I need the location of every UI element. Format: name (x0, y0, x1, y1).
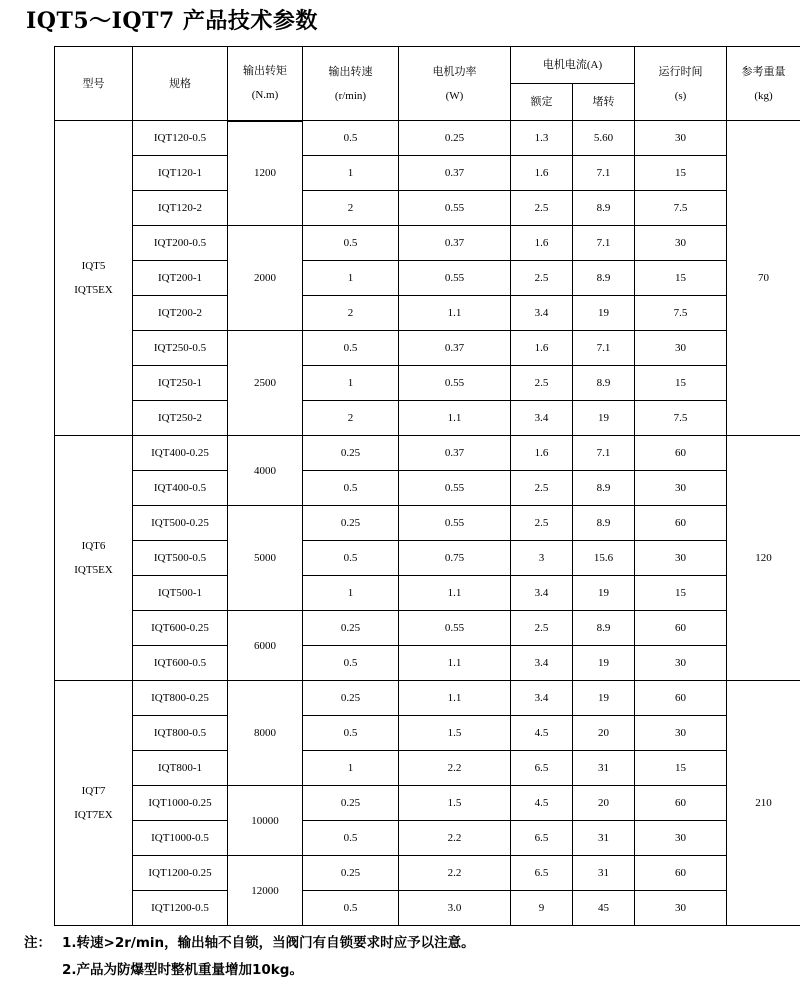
header-power-unit: (W) (399, 89, 510, 103)
power-cell: 0.55 (399, 471, 511, 506)
speed-cell: 1 (303, 751, 399, 786)
run-time-cell: 15 (635, 261, 727, 296)
stall-current-cell: 45 (573, 891, 635, 926)
stall-current-cell: 8.9 (573, 261, 635, 296)
footnote-label: 注： (24, 930, 62, 957)
torque-cell: 6000 (228, 611, 303, 681)
speed-cell: 0.25 (303, 611, 399, 646)
spec-cell: IQT120-1 (133, 156, 228, 191)
rated-current-cell: 4.5 (511, 716, 573, 751)
table-row (55, 646, 800, 681)
stall-current-cell: 15.6 (573, 541, 635, 576)
run-time-cell: 30 (635, 891, 727, 926)
speed-cell: 0.5 (303, 821, 399, 856)
footnote-1 (24, 930, 475, 957)
table-row (55, 821, 800, 856)
stall-current-cell: 8.9 (573, 471, 635, 506)
rated-current-cell: 2.5 (511, 506, 573, 541)
run-time-cell: 15 (635, 576, 727, 611)
speed-cell: 0.25 (303, 436, 399, 471)
header-torque (228, 47, 303, 121)
power-cell: 0.37 (399, 331, 511, 366)
stall-current-cell: 8.9 (573, 191, 635, 226)
speed-cell: 0.5 (303, 716, 399, 751)
spec-cell: IQT800-0.5 (133, 716, 228, 751)
speed-cell: 1 (303, 261, 399, 296)
model-cell (55, 436, 133, 681)
header-time (635, 47, 727, 121)
power-cell: 0.25 (399, 121, 511, 156)
rated-current-cell: 1.6 (511, 436, 573, 471)
power-cell: 1.5 (399, 716, 511, 751)
spec-cell: IQT800-0.25 (133, 681, 228, 716)
speed-cell: 0.5 (303, 891, 399, 926)
weight-cell: 70 (727, 121, 800, 436)
spec-table (54, 46, 800, 926)
spec-cell: IQT120-0.5 (133, 121, 228, 156)
rated-current-cell: 3.4 (511, 646, 573, 681)
stall-current-cell: 20 (573, 716, 635, 751)
power-cell: 0.37 (399, 156, 511, 191)
power-cell: 0.55 (399, 611, 511, 646)
speed-cell: 0.5 (303, 121, 399, 156)
torque-cell: 2500 (228, 331, 303, 436)
table-row (55, 611, 800, 646)
header-weight (727, 47, 800, 121)
header-weight-label: 参考重量 (727, 65, 800, 79)
run-time-cell: 60 (635, 611, 727, 646)
table-row (55, 751, 800, 786)
stall-current-cell: 19 (573, 401, 635, 436)
power-cell: 0.37 (399, 226, 511, 261)
header-power (399, 47, 511, 121)
run-time-cell: 15 (635, 366, 727, 401)
stall-current-cell: 31 (573, 821, 635, 856)
table-row (55, 471, 800, 506)
run-time-cell: 30 (635, 716, 727, 751)
rated-current-cell: 1.6 (511, 156, 573, 191)
spec-cell: IQT600-0.25 (133, 611, 228, 646)
header-weight-unit: (kg) (727, 89, 800, 103)
table-row (55, 891, 800, 926)
header-speed-unit: (r/min) (303, 89, 398, 103)
spec-cell: IQT600-0.5 (133, 646, 228, 681)
power-cell: 0.37 (399, 436, 511, 471)
run-time-cell: 60 (635, 681, 727, 716)
rated-current-cell: 3 (511, 541, 573, 576)
speed-cell: 0.5 (303, 331, 399, 366)
table-row (55, 856, 800, 891)
spec-cell: IQT250-1 (133, 366, 228, 401)
footnote-2: 2.产品为防爆型时整机重量增加10kg。 (24, 957, 475, 984)
speed-cell: 1 (303, 156, 399, 191)
run-time-cell: 60 (635, 506, 727, 541)
spec-cell: IQT250-2 (133, 401, 228, 436)
power-cell: 0.55 (399, 261, 511, 296)
spec-cell: IQT400-0.5 (133, 471, 228, 506)
header-time-label: 运行时间 (635, 65, 726, 79)
power-cell: 1.1 (399, 296, 511, 331)
stall-current-cell: 7.1 (573, 436, 635, 471)
header-current: 电机电流(A) (511, 47, 635, 84)
run-time-cell: 60 (635, 856, 727, 891)
power-cell: 0.55 (399, 191, 511, 226)
header-model: 型号 (55, 47, 133, 121)
rated-current-cell: 3.4 (511, 401, 573, 436)
rated-current-cell: 2.5 (511, 611, 573, 646)
rated-current-cell: 2.5 (511, 261, 573, 296)
spec-cell: IQT500-0.25 (133, 506, 228, 541)
torque-cell: 4000 (228, 436, 303, 506)
header-torque-unit: (N.m) (228, 88, 302, 102)
table-row (55, 156, 800, 191)
rated-current-cell: 1.6 (511, 226, 573, 261)
run-time-cell: 30 (635, 121, 727, 156)
run-time-cell: 30 (635, 226, 727, 261)
rated-current-cell: 4.5 (511, 786, 573, 821)
speed-cell: 0.5 (303, 541, 399, 576)
run-time-cell: 7.5 (635, 191, 727, 226)
table-row (55, 541, 800, 576)
stall-current-cell: 7.1 (573, 156, 635, 191)
model-name: IQT7EX (55, 808, 132, 822)
stall-current-cell: 31 (573, 751, 635, 786)
spec-cell: IQT200-0.5 (133, 226, 228, 261)
power-cell: 1.1 (399, 401, 511, 436)
table-row (55, 576, 800, 611)
table-row (55, 366, 800, 401)
stall-current-cell: 19 (573, 646, 635, 681)
table-row (55, 681, 800, 716)
run-time-cell: 30 (635, 821, 727, 856)
run-time-cell: 15 (635, 751, 727, 786)
speed-cell: 2 (303, 401, 399, 436)
spec-cell: IQT250-0.5 (133, 331, 228, 366)
speed-cell: 0.5 (303, 226, 399, 261)
spec-cell: IQT200-2 (133, 296, 228, 331)
speed-cell: 0.5 (303, 471, 399, 506)
power-cell: 2.2 (399, 856, 511, 891)
spec-cell: IQT500-0.5 (133, 541, 228, 576)
speed-cell: 0.25 (303, 506, 399, 541)
run-time-cell: 30 (635, 541, 727, 576)
torque-cell: 2000 (228, 226, 303, 331)
speed-cell: 0.25 (303, 681, 399, 716)
stall-current-cell: 19 (573, 681, 635, 716)
spec-cell: IQT400-0.25 (133, 436, 228, 471)
run-time-cell: 30 (635, 646, 727, 681)
header-torque-label: 输出转矩 (228, 64, 302, 78)
header-power-label: 电机功率 (399, 65, 510, 79)
rated-current-cell: 3.4 (511, 296, 573, 331)
table-row (55, 716, 800, 751)
power-cell: 1.1 (399, 646, 511, 681)
rated-current-cell: 2.5 (511, 366, 573, 401)
rated-current-cell: 6.5 (511, 856, 573, 891)
weight-cell: 210 (727, 681, 800, 926)
torque-cell: 10000 (228, 786, 303, 856)
spec-cell: IQT1200-0.25 (133, 856, 228, 891)
spec-cell: IQT800-1 (133, 751, 228, 786)
speed-cell: 1 (303, 576, 399, 611)
stall-current-cell: 8.9 (573, 366, 635, 401)
power-cell: 2.2 (399, 751, 511, 786)
run-time-cell: 7.5 (635, 296, 727, 331)
table-row (55, 296, 800, 331)
stall-current-cell: 20 (573, 786, 635, 821)
table-row (55, 506, 800, 541)
table-row (55, 261, 800, 296)
header-spec: 规格 (133, 47, 228, 121)
stall-current-cell: 31 (573, 856, 635, 891)
header-time-unit: (s) (635, 89, 726, 103)
table-row (55, 226, 800, 261)
speed-cell: 0.25 (303, 856, 399, 891)
speed-cell: 0.5 (303, 646, 399, 681)
footnotes (24, 930, 475, 984)
table-row (55, 191, 800, 226)
model-name: IQT5EX (55, 283, 132, 297)
speed-cell: 2 (303, 296, 399, 331)
model-cell (55, 121, 133, 436)
model-cell (55, 681, 133, 926)
stall-current-cell: 8.9 (573, 611, 635, 646)
table-row (55, 401, 800, 436)
run-time-cell: 60 (635, 436, 727, 471)
rated-current-cell: 6.5 (511, 751, 573, 786)
power-cell: 0.55 (399, 506, 511, 541)
model-name: IQT7 (55, 784, 132, 798)
stall-current-cell: 19 (573, 576, 635, 611)
rated-current-cell: 9 (511, 891, 573, 926)
torque-cell: 12000 (228, 856, 303, 926)
rated-current-cell: 1.3 (511, 121, 573, 156)
weight-cell: 120 (727, 436, 800, 681)
stall-current-cell: 7.1 (573, 331, 635, 366)
run-time-cell: 60 (635, 786, 727, 821)
run-time-cell: 7.5 (635, 401, 727, 436)
model-name: IQT6 (55, 539, 132, 553)
spec-cell: IQT500-1 (133, 576, 228, 611)
run-time-cell: 30 (635, 471, 727, 506)
power-cell: 0.75 (399, 541, 511, 576)
power-cell: 1.1 (399, 681, 511, 716)
speed-cell: 0.25 (303, 786, 399, 821)
footnote-1-text: 1.转速>2r/min，输出轴不自锁，当阀门有自锁要求时应予以注意。 (62, 935, 475, 951)
stall-current-cell: 7.1 (573, 226, 635, 261)
run-time-cell: 15 (635, 156, 727, 191)
power-cell: 0.55 (399, 366, 511, 401)
rated-current-cell: 2.5 (511, 471, 573, 506)
header-rated: 额定 (511, 84, 573, 121)
torque-cell: 5000 (228, 506, 303, 611)
page-title: IQT5～IQT7 产品技术参数 (26, 4, 318, 35)
rated-current-cell: 2.5 (511, 191, 573, 226)
table-row (55, 786, 800, 821)
speed-cell: 1 (303, 366, 399, 401)
speed-cell: 2 (303, 191, 399, 226)
power-cell: 1.1 (399, 576, 511, 611)
run-time-cell: 30 (635, 331, 727, 366)
model-name: IQT5EX (55, 563, 132, 577)
torque-cell: 1200 (228, 121, 303, 226)
rated-current-cell: 6.5 (511, 821, 573, 856)
rated-current-cell: 3.4 (511, 576, 573, 611)
header-speed (303, 47, 399, 121)
spec-cell: IQT1000-0.25 (133, 786, 228, 821)
rated-current-cell: 3.4 (511, 681, 573, 716)
stall-current-cell: 5.60 (573, 121, 635, 156)
spec-cell: IQT1000-0.5 (133, 821, 228, 856)
table-row (55, 121, 800, 156)
table-row (55, 436, 800, 471)
power-cell: 2.2 (399, 821, 511, 856)
stall-current-cell: 8.9 (573, 506, 635, 541)
spec-cell: IQT120-2 (133, 191, 228, 226)
power-cell: 3.0 (399, 891, 511, 926)
spec-cell: IQT1200-0.5 (133, 891, 228, 926)
table-row (55, 331, 800, 366)
stall-current-cell: 19 (573, 296, 635, 331)
spec-cell: IQT200-1 (133, 261, 228, 296)
power-cell: 1.5 (399, 786, 511, 821)
header-speed-label: 输出转速 (303, 65, 398, 79)
rated-current-cell: 1.6 (511, 331, 573, 366)
model-name: IQT5 (55, 259, 132, 273)
header-stall: 堵转 (573, 84, 635, 121)
torque-cell: 8000 (228, 681, 303, 786)
